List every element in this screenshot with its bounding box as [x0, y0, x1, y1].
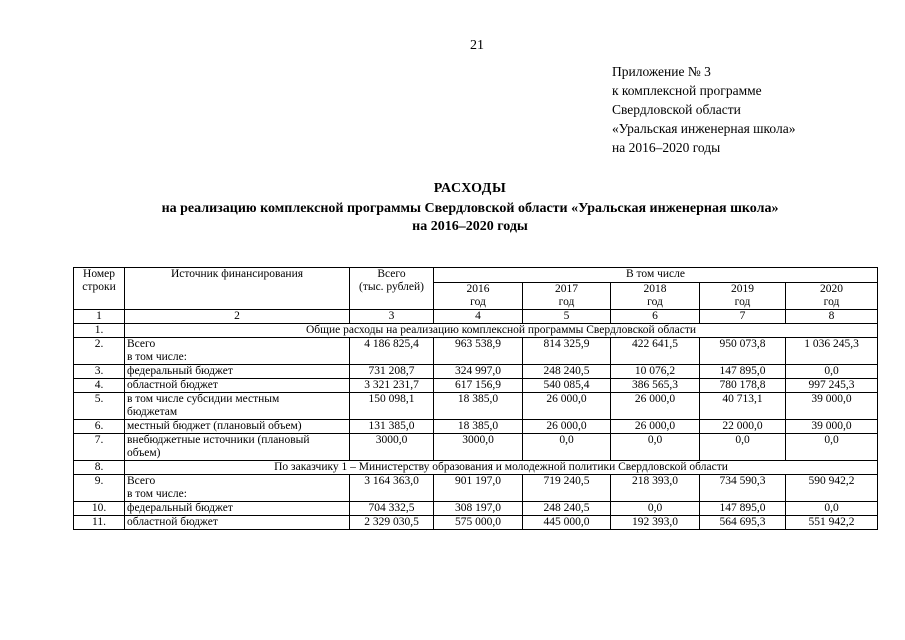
table-row	[74, 365, 878, 379]
value-year: 218 393,0	[611, 475, 700, 502]
funding-source	[125, 502, 350, 516]
appendix-line: на 2016–2020 годы	[612, 140, 721, 155]
funding-source	[125, 434, 350, 461]
row-number: 1.	[74, 324, 125, 338]
value-year: 551 942,2	[786, 516, 878, 530]
value-year: 26 000,0	[523, 393, 611, 420]
table-row	[74, 393, 878, 420]
funding-source-line: местный бюджет (плановый объем)	[127, 420, 302, 432]
column-number: 3	[350, 310, 434, 324]
column-number: 1	[74, 310, 125, 324]
document-subtitle: на реализацию комплексной программы Свердловской области «Уральская инженерная школа»	[161, 201, 779, 216]
value-year: 814 325,9	[523, 338, 611, 365]
document-period: на 2016–2020 годы	[412, 219, 528, 234]
column-number: 8	[786, 310, 878, 324]
value-year: 575 000,0	[434, 516, 523, 530]
table-row	[74, 475, 878, 502]
header-year: 2016 год	[434, 283, 523, 310]
value-total: 150 098,1	[350, 393, 434, 420]
funding-source-line: внебюджетные источники (плановый	[127, 434, 310, 446]
value-year: 734 590,3	[700, 475, 786, 502]
value-total: 731 208,7	[350, 365, 434, 379]
page-number: 21	[470, 38, 484, 53]
header-source: Источник финансирования	[125, 268, 350, 310]
value-year: 0,0	[786, 434, 878, 461]
funding-source-line: в том числе субсидии местным	[127, 393, 280, 405]
header-year: 2019 год	[700, 283, 786, 310]
row-number: 3.	[74, 365, 125, 379]
value-year: 22 000,0	[700, 420, 786, 434]
appendix-note	[612, 62, 795, 157]
funding-source-line: Всего	[127, 475, 156, 487]
row-number: 6.	[74, 420, 125, 434]
value-total: 4 186 825,4	[350, 338, 434, 365]
value-year: 147 895,0	[700, 365, 786, 379]
funding-source-line: Всего	[127, 338, 156, 350]
value-year: 0,0	[611, 502, 700, 516]
document-title: РАСХОДЫ	[433, 181, 507, 196]
value-year: 26 000,0	[523, 420, 611, 434]
section-row	[74, 461, 878, 475]
appendix-line: «Уральская инженерная школа»	[612, 121, 796, 136]
column-number-row	[74, 310, 878, 324]
value-year: 248 240,5	[523, 502, 611, 516]
value-year: 445 000,0	[523, 516, 611, 530]
value-year: 0,0	[611, 434, 700, 461]
value-year: 18 385,0	[434, 420, 523, 434]
value-total: 3000,0	[350, 434, 434, 461]
column-number: 5	[523, 310, 611, 324]
value-year: 950 073,8	[700, 338, 786, 365]
value-total: 3 321 231,7	[350, 379, 434, 393]
value-total: 2 329 030,5	[350, 516, 434, 530]
column-number: 2	[125, 310, 350, 324]
funding-source	[125, 338, 350, 365]
row-number: 10.	[74, 502, 125, 516]
value-total: 704 332,5	[350, 502, 434, 516]
section-row	[74, 324, 878, 338]
value-year: 0,0	[786, 502, 878, 516]
value-year: 780 178,8	[700, 379, 786, 393]
column-number: 4	[434, 310, 523, 324]
value-year: 147 895,0	[700, 502, 786, 516]
table-row	[74, 502, 878, 516]
value-year: 617 156,9	[434, 379, 523, 393]
value-year: 386 565,3	[611, 379, 700, 393]
header-row-main	[74, 268, 878, 283]
funding-source-line: объем)	[127, 447, 161, 459]
header-row-number: Номер строки	[74, 268, 125, 310]
row-number: 2.	[74, 338, 125, 365]
value-year: 3000,0	[434, 434, 523, 461]
funding-source-line: в том числе:	[127, 351, 187, 363]
table-row	[74, 434, 878, 461]
value-year: 564 695,3	[700, 516, 786, 530]
header-year: 2020 год	[786, 283, 878, 310]
value-total: 3 164 363,0	[350, 475, 434, 502]
value-year: 26 000,0	[611, 420, 700, 434]
value-year: 590 942,2	[786, 475, 878, 502]
value-year: 422 641,5	[611, 338, 700, 365]
value-year: 324 997,0	[434, 365, 523, 379]
header-total: Всего (тыс. рублей)	[350, 268, 434, 310]
section-title: Общие расходы на реализацию комплексной программы Свердловской области	[125, 324, 878, 338]
appendix-line: Свердловской области	[612, 102, 741, 117]
column-number: 6	[611, 310, 700, 324]
value-year: 0,0	[786, 365, 878, 379]
funding-source-line: областной бюджет	[127, 516, 218, 528]
funding-source	[125, 379, 350, 393]
value-year: 308 197,0	[434, 502, 523, 516]
value-year: 540 085,4	[523, 379, 611, 393]
value-year: 248 240,5	[523, 365, 611, 379]
section-title: По заказчику 1 – Министерству образования и молодежной политики Свердловской области	[125, 461, 878, 475]
header-year: 2018 год	[611, 283, 700, 310]
funding-source	[125, 475, 350, 502]
value-year: 0,0	[700, 434, 786, 461]
value-year: 39 000,0	[786, 420, 878, 434]
row-number: 8.	[74, 461, 125, 475]
value-year: 963 538,9	[434, 338, 523, 365]
value-year: 0,0	[523, 434, 611, 461]
row-number: 4.	[74, 379, 125, 393]
value-year: 39 000,0	[786, 393, 878, 420]
row-number: 7.	[74, 434, 125, 461]
column-number: 7	[700, 310, 786, 324]
row-number: 9.	[74, 475, 125, 502]
appendix-line: Приложение № 3	[612, 64, 711, 79]
appendix-line: к комплексной программе	[612, 83, 762, 98]
funding-source-line: бюджетам	[127, 406, 178, 418]
value-year: 26 000,0	[611, 393, 700, 420]
row-number: 11.	[74, 516, 125, 530]
row-number: 5.	[74, 393, 125, 420]
table-row	[74, 379, 878, 393]
value-year: 192 393,0	[611, 516, 700, 530]
value-year: 18 385,0	[434, 393, 523, 420]
funding-source	[125, 365, 350, 379]
table-row	[74, 338, 878, 365]
table-row	[74, 420, 878, 434]
budget-table	[73, 267, 878, 530]
header-year: 2017 год	[523, 283, 611, 310]
value-year: 901 197,0	[434, 475, 523, 502]
funding-source-line: областной бюджет	[127, 379, 218, 391]
value-year: 997 245,3	[786, 379, 878, 393]
value-year: 719 240,5	[523, 475, 611, 502]
value-year: 10 076,2	[611, 365, 700, 379]
value-year: 1 036 245,3	[786, 338, 878, 365]
funding-source	[125, 420, 350, 434]
table-row	[74, 516, 878, 530]
funding-source	[125, 516, 350, 530]
value-year: 40 713,1	[700, 393, 786, 420]
funding-source-line: в том числе:	[127, 488, 187, 500]
funding-source-line: федеральный бюджет	[127, 502, 233, 514]
value-total: 131 385,0	[350, 420, 434, 434]
header-including: В том числе	[434, 268, 878, 283]
funding-source-line: федеральный бюджет	[127, 365, 233, 377]
funding-source	[125, 393, 350, 420]
